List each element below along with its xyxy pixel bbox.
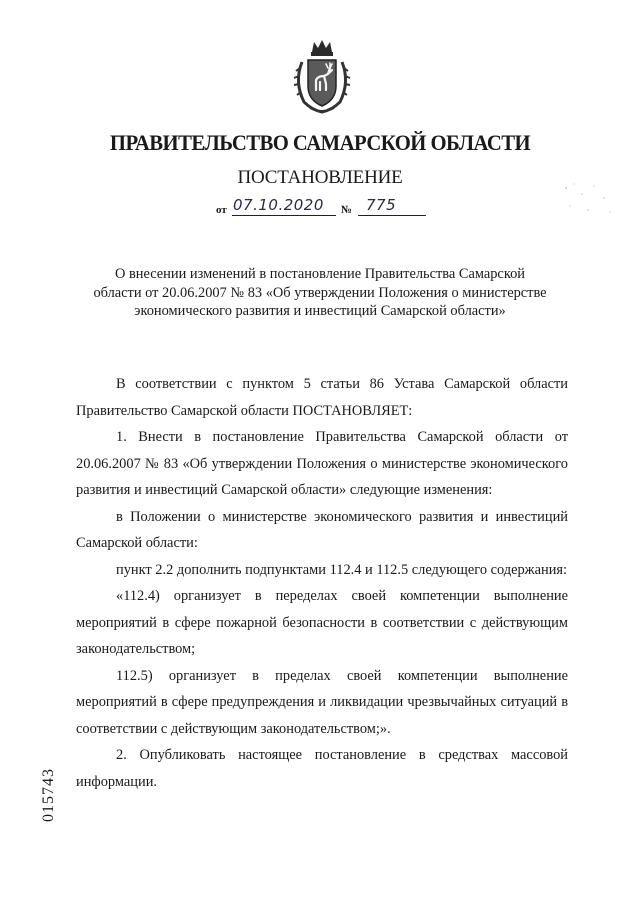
- handwritten-number: 775: [366, 196, 397, 214]
- scan-noise: [560, 180, 620, 220]
- date-number-line: [216, 196, 436, 220]
- paragraph-item-1: 1. Внести в постановление Правительства Самарской области от 20.06.2007 № 83 «Об утверждении Положения о министерстве экономического развития и инвестиций Самарской области» следующие изменения:: [76, 429, 568, 498]
- date-underline: [232, 215, 336, 216]
- date-label: от: [216, 204, 227, 216]
- paragraph-preamble: В соответствии с пунктом 5 статьи 86 Устава Самарской области Правительство Самарской области ПОСТАНОВЛЯЕТ:: [76, 376, 568, 419]
- stamp-number: 015743: [40, 768, 57, 822]
- paragraph-subclause-5: 112.5) организует в пределах своей компетенции выполнение мероприятий в сфере предупреждения и ликвидации чрезвычайных ситуаций в соответствии с действующим законодательством;».: [76, 667, 568, 737]
- handwritten-date: 07.10.2020: [233, 196, 324, 214]
- document-subject: [60, 265, 580, 321]
- paragraph-regulation: в Положении о министерстве экономического развития и инвестиций Самарской области:: [76, 508, 568, 551]
- number-underline: [358, 215, 426, 216]
- paragraph-clause: пункт 2.2 дополнить подпунктами 112.4 и 112.5 следующего содержания:: [116, 561, 568, 578]
- document-body: [76, 371, 568, 795]
- paragraph-subclause-4: «112.4) организует в переделах своей компетенции выполнение мероприятий в сфере пожарной безопасности в соответствии с действующим законодательством;: [76, 588, 568, 657]
- subject-line: экономического развития и инвестиций Самарской области»: [134, 303, 506, 319]
- government-title: ПРАВИТЕЛЬСТВО САМАРСКОЙ ОБЛАСТИ: [109, 130, 531, 155]
- coat-of-arms-icon: [290, 38, 354, 114]
- document-type: ПОСТАНОВЛЕНИЕ: [237, 167, 403, 188]
- registration-stamp: [38, 765, 60, 825]
- number-label: №: [341, 204, 353, 216]
- subject-line: области от 20.06.2007 № 83 «Об утверждении Положения о министерстве: [93, 284, 547, 301]
- subject-line: О внесении изменений в постановление Правительства Самарской: [115, 266, 525, 282]
- paragraph-item-2: 2. Опубликовать настоящее постановление в средствах массовой информации.: [76, 747, 568, 790]
